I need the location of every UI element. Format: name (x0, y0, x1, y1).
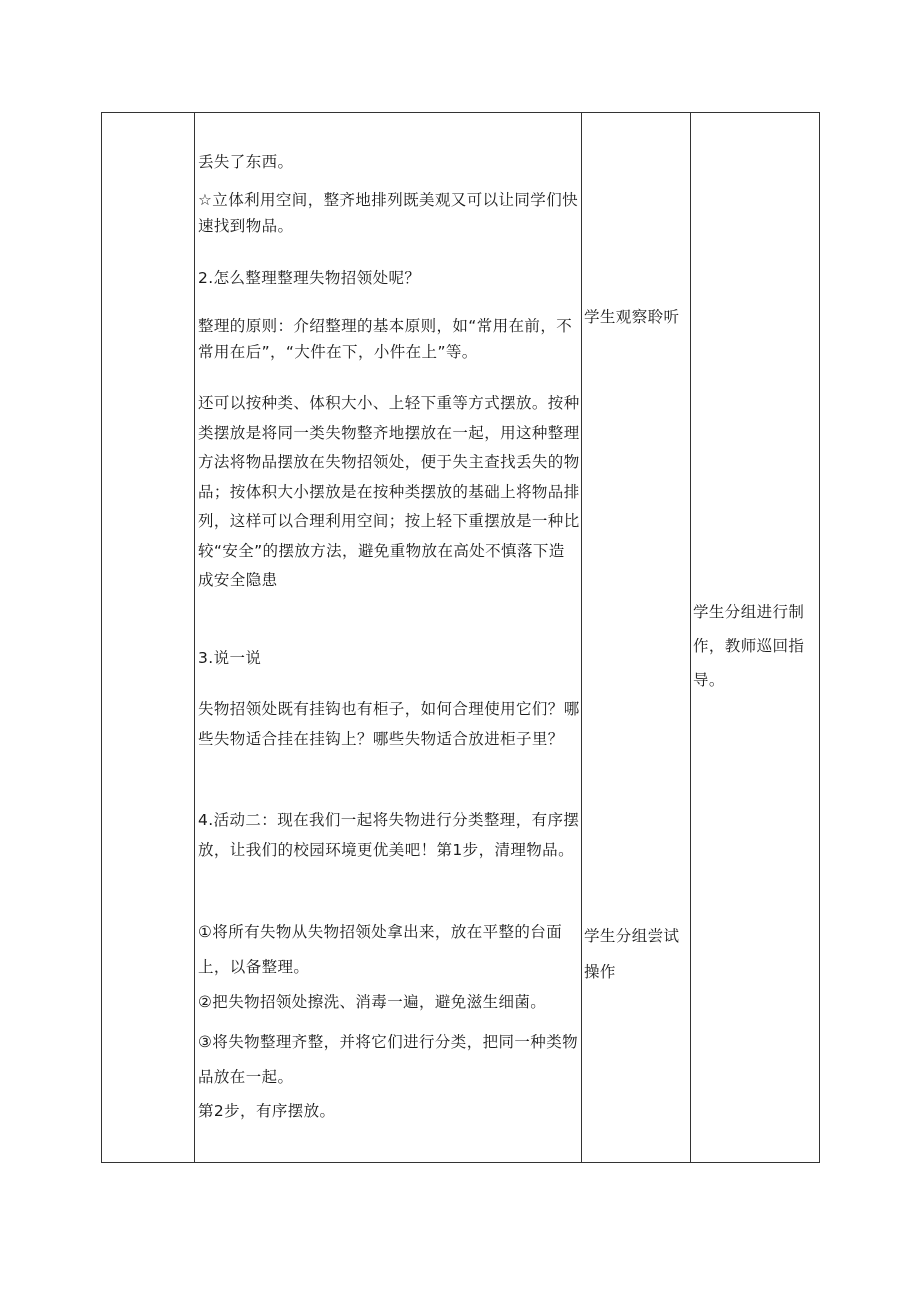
content-heading: 3.说一说 (198, 649, 262, 667)
teacher-guidance: 学生分组进行制作，教师巡回指导。 (693, 603, 805, 689)
content-heading: 2.怎么整理整理失物招领处呢？ (198, 269, 421, 287)
content-paragraph: 失物招领处既有挂钩也有柜子，如何合理使用它们？哪些失物适合挂在挂钩上？哪些失物适合放进柜子里？ (198, 700, 580, 748)
student-activity-try: 学生分组尝试操作 (584, 927, 680, 981)
content-step: ①将所有失物从失物招领处拿出来，放在平整的台面上，以备整理。 (198, 923, 563, 976)
lesson-table (101, 112, 820, 1163)
table-cell-empty (102, 113, 195, 1163)
table-cell-content (195, 113, 582, 1163)
content-paragraph: ☆立体利用空间，整齐地排列既美观又可以让同学们快速找到物品。 (198, 191, 578, 235)
content-paragraph: 4.活动二：现在我们一起将失物进行分类整理，有序摆放，让我们的校园环境更优美吧！第1步，清理物品。 (198, 811, 580, 859)
content-paragraph: 还可以按种类、体积大小、上轻下重等方式摆放。按种类摆放是将同一类失物整齐地摆放在一起，用这种整理方法将物品摆放在失物招领处，便于失主查找丢失的物品；按体积大小摆放是在按种类摆放的基础上将物品排列，这样可以合理利用空间；按上轻下重摆放是一种比较“安全”的摆放方法，避免重物放在高处不慎落下造成安全隐患 (198, 394, 580, 589)
content-step: ②把失物招领处擦洗、消毒一遍，避免滋生细菌。 (198, 993, 547, 1011)
table-row (102, 113, 820, 1163)
student-activity-observe: 学生观察聆听 (584, 308, 680, 326)
content-step: ③将失物整理齐整，并将它们进行分类，把同一种类物品放在一起。 (198, 1033, 578, 1086)
table-cell-student (582, 113, 691, 1163)
content-step: 第2步，有序摆放。 (198, 1102, 336, 1120)
content-paragraph: 整理的原则：介绍整理的基本原则，如“常用在前，不常用在后”，“大件在下，小件在上”等。 (198, 317, 573, 361)
table-cell-teacher (691, 113, 820, 1163)
content-line: 丢失了东西。 (198, 153, 294, 171)
